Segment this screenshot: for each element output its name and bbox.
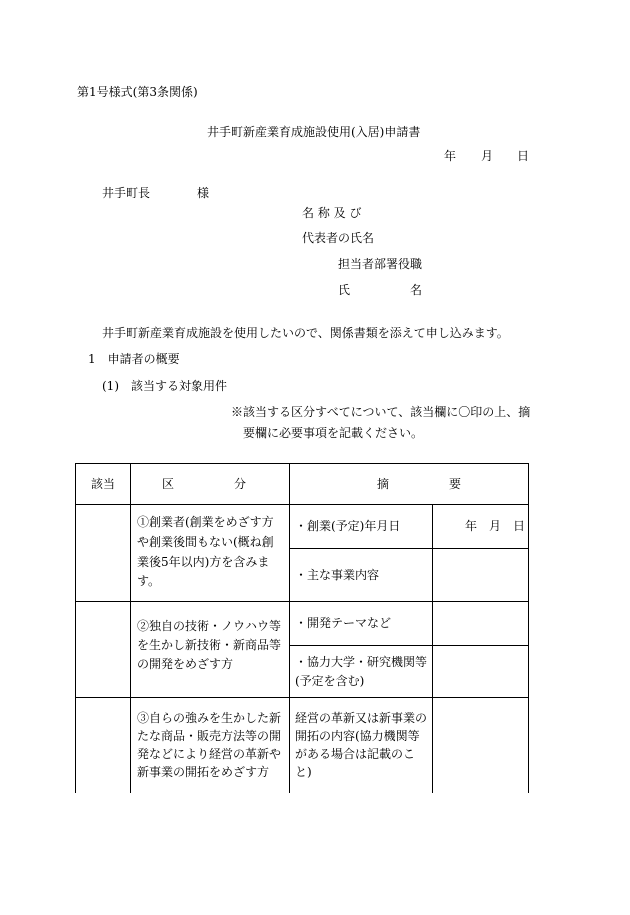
table-row-1-item-1-label: ・創業(予定)年月日 xyxy=(295,519,401,533)
header-applicable: 該当 xyxy=(91,477,116,491)
table-row-2-item-1-label: ・開発テーマなど xyxy=(295,616,392,630)
applicant-representative-label: 代表者の氏名 xyxy=(302,231,375,245)
applicant-name-label: 名 称 及 び xyxy=(302,206,362,220)
table-row-1-item-1-value: 年 月 日 xyxy=(465,519,526,533)
addressee-name: 井手町長 xyxy=(102,186,151,200)
contact-position-label: 担当者部署役職 xyxy=(338,257,423,271)
addressee-honorific: 様 xyxy=(197,186,210,200)
header-summary: 摘 要 xyxy=(377,477,462,491)
date-year: 年 xyxy=(444,149,457,163)
section-heading: 1 申請者の概要 xyxy=(88,352,180,366)
table-row-2-category: ②独自の技術・ノウハウ等を生かし新技術・新商品等の開発をめざす方 xyxy=(137,619,282,672)
requirements-table xyxy=(75,463,529,793)
date-month: 月 xyxy=(481,149,494,163)
table-row-1-item-2-label: ・主な事業内容 xyxy=(295,568,380,582)
table-row-2-item-2-label: ・協力大学・研究機関等(予定を含む) xyxy=(295,655,428,688)
document-title: 井手町新産業育成施設使用(入居)申請書 xyxy=(207,125,421,139)
date-day: 日 xyxy=(517,149,530,163)
contact-name-label-b: 名 xyxy=(410,283,423,297)
table-row-3-category: ③自らの強みを生かした新たな商品・販売方法等の開発などにより経営の革新や新事業の開拓をめざす方 xyxy=(137,711,282,779)
note-line-2: 要欄に必要事項を記載ください。 xyxy=(243,426,424,440)
table-row-3-item-1-label: 経営の革新又は新事業の開拓の内容(協力機関等がある場合は記載のこと) xyxy=(295,711,428,779)
intro-text: 井手町新産業育成施設を使用したいので、関係書類を添えて申し込みます。 xyxy=(102,326,509,340)
contact-name-label-a: 氏 xyxy=(338,283,351,297)
subsection-heading: (1) 該当する対象用件 xyxy=(102,379,227,393)
form-label: 第1号様式(第3条関係) xyxy=(77,85,198,99)
header-category: 区 分 xyxy=(162,477,247,491)
table-row-1-category: ①創業者(創業をめざす方や創業後間もない(概ね創業後5年以内)方を含みます。 xyxy=(137,515,274,589)
note-line-1: ※該当する区分すべてについて、該当欄に〇印の上、摘 xyxy=(231,405,531,419)
